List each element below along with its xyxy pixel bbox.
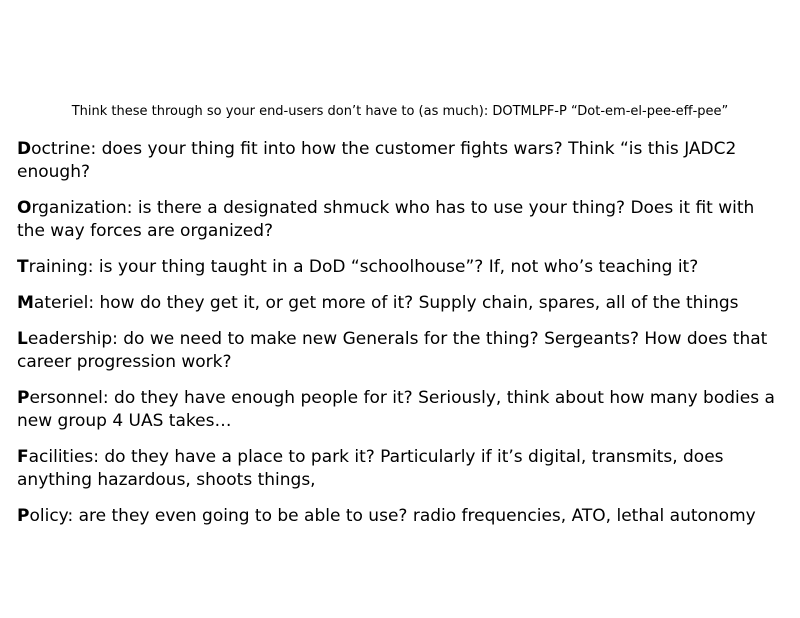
list-item-organization [17, 197, 787, 243]
item-initial: F [17, 447, 29, 467]
item-text: rganization: is there a designated shmuck who has to use your thing? Does it fit with the way forces are organized? [17, 198, 755, 241]
item-initial: T [17, 257, 29, 277]
item-text: acilities: do they have a place to park it? Particularly if it’s digital, transmits, does anything hazardous, shoots things, [17, 447, 724, 490]
list-item-policy [17, 505, 787, 528]
item-initial: P [17, 388, 30, 408]
list-item-facilities [17, 446, 787, 492]
list-item-leadership [17, 328, 787, 374]
slide-subtitle: Think these through so your end-users don’t have to (as much): DOTMLPF-P “Dot-em-el-pee-eff-pee” [71, 104, 729, 119]
item-text: ersonnel: do they have enough people for it? Seriously, think about how many bodies a new group 4 UAS takes… [17, 388, 775, 431]
list-item-training [17, 256, 787, 279]
item-initial: O [17, 198, 32, 218]
list-item-personnel [17, 387, 787, 433]
item-initial: D [17, 139, 32, 159]
item-text: eadership: do we need to make new Generals for the thing? Sergeants? How does that career progression work? [17, 329, 768, 372]
item-initial: M [17, 293, 34, 313]
item-initial: P [17, 506, 30, 526]
item-initial: L [17, 329, 28, 349]
item-text: raining: is your thing taught in a DoD “schoolhouse”? If, not who’s teaching it? [28, 257, 699, 277]
list-item-materiel [17, 292, 787, 315]
item-text: olicy: are they even going to be able to use? radio frequencies, ATO, lethal autonomy [29, 506, 756, 526]
dotmlpf-list [17, 138, 787, 541]
item-text: ateriel: how do they get it, or get more of it? Supply chain, spares, all of the things [33, 293, 739, 313]
list-item-doctrine [17, 138, 787, 184]
item-text: octrine: does your thing fit into how the customer fights wars? Think “is this JADC2 enough? [17, 139, 737, 182]
